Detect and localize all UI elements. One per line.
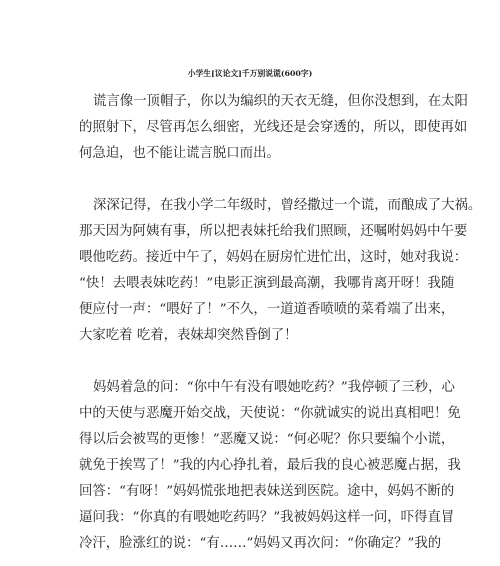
paragraph-3-line-3: 得以后会被骂的更惨！”恶魔又说：“何必呢？你只要编个小谎， bbox=[79, 432, 455, 447]
paragraph-2-line-3: 喂他吃药。接近中午了，妈妈在厨房忙进忙出，这时，她对我说： bbox=[79, 250, 468, 265]
paragraph-1-line-2: 的照射下，尽管再怎么细密，光线还是会穿透的，所以，即使再如 bbox=[79, 120, 468, 135]
paragraph-3-line-6: 逼问我：“你真的有喂她吃药吗？”我被妈妈这样一问，吓得直冒 bbox=[79, 510, 455, 525]
paragraph-3-line-1: 妈妈着急的问：“你中午有没有喂她吃药？”我停顿了三秒，心 bbox=[93, 380, 455, 395]
paragraph-1-line-3: 何急迫，也不能让谎言脱口而出。 bbox=[79, 146, 280, 161]
paragraph-3-line-4: 就免于挨骂了！”我的内心挣扎着，最后我的良心被恶魔占据，我 bbox=[79, 458, 461, 473]
paragraph-1-line-1: 谎言像一顶帽子，你以为编织的天衣无缝，但你没想到，在太阳 bbox=[93, 94, 468, 109]
paragraph-2-line-6: 大家吃着 吃着，表妹却突然昏倒了！ bbox=[79, 328, 298, 343]
paragraph-3-line-5: 回答：“有呀！”妈妈慌张地把表妹送到医院。途中，妈妈不断的 bbox=[79, 484, 455, 499]
paragraph-3-line-2: 中的天使与恶魔开始交战，天使说：“你就诚实的说出真相吧！免 bbox=[79, 406, 461, 421]
paragraph-2-line-4: “快！去喂表妹吃药！”电影正演到最高潮，我哪肯离开呀！我随 bbox=[79, 276, 455, 291]
paragraph-2-line-5: 便应付一声：“喂好了！”不久，一道道香喷喷的菜肴端了出来， bbox=[79, 302, 455, 317]
paragraph-3-line-7: 冷汗，脸涨红的说：“有……”妈妈又再次问：“你确定？”我的 bbox=[79, 536, 442, 551]
paragraph-2-line-2: 那天因为阿姨有事，所以把表妹托给我们照顾，还嘱咐妈妈中午要 bbox=[79, 224, 468, 239]
paragraph-2-line-1: 深深记得，在我小学二年级时，曾经撒过一个谎，而酿成了大祸。 bbox=[93, 198, 482, 213]
article-title: 小学生[议论文]千万别说谎(600字) bbox=[187, 69, 313, 78]
